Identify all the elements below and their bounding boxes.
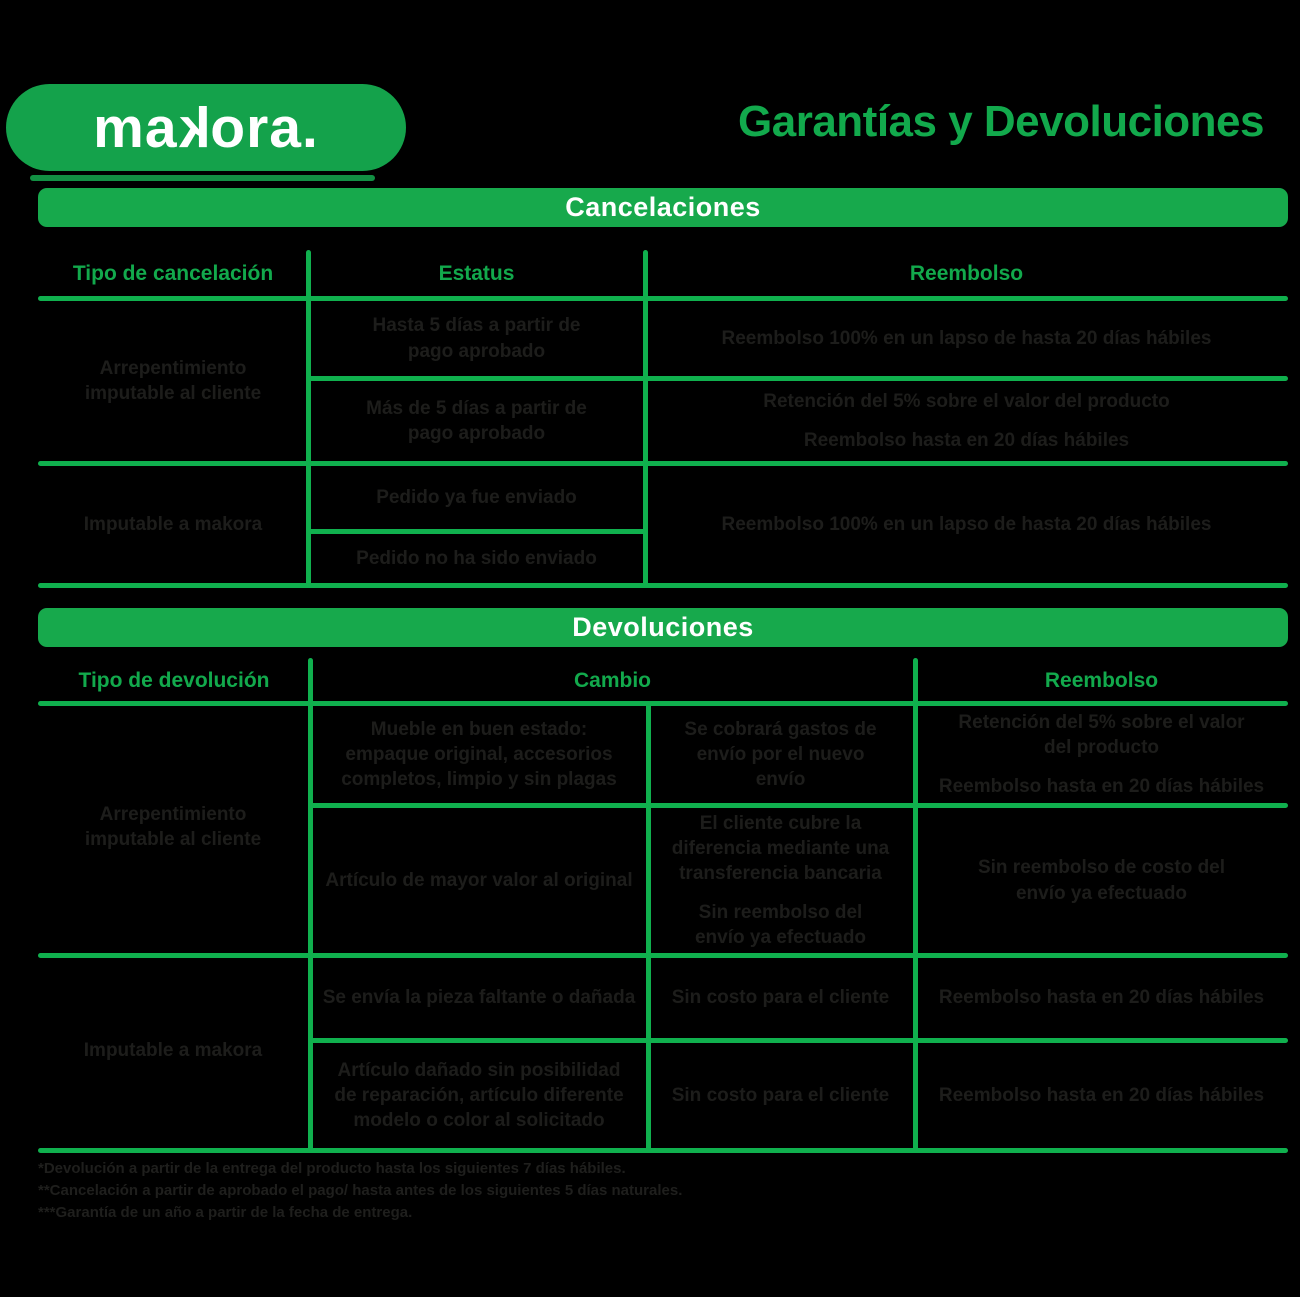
cancel-row2-estatus: Más de 5 días a partir de pago aprobado bbox=[366, 397, 587, 444]
devol-col-header-reembolso: Reembolso bbox=[1044, 669, 1159, 692]
devol-row3-reembolso: Reembolso hasta en 20 días hábiles bbox=[938, 987, 1265, 1009]
cancel-row1-reembolso: Reembolso 100% en un lapso de hasta 20 días hábiles bbox=[721, 327, 1212, 349]
divider bbox=[38, 583, 1288, 588]
cancel-col-header-estatus: Estatus bbox=[438, 262, 515, 285]
devol-row3-cambio: Sin costo para el cliente bbox=[671, 987, 890, 1009]
section-bar-cancelaciones bbox=[38, 188, 1288, 227]
footnote-cancelacion: **Cancelación a partir de aprobado el pago/ hasta antes de los siguientes 5 días naturales. bbox=[38, 1182, 683, 1199]
makora-logo bbox=[6, 84, 406, 171]
devol-row4-cambio: Sin costo para el cliente bbox=[671, 1084, 890, 1106]
cancel-col-header-tipo: Tipo de cancelación bbox=[72, 262, 274, 285]
devol-row4-condicion: Artículo dañado sin posibilidad de reparación, artículo diferente modelo o color al solicitado bbox=[334, 1059, 624, 1132]
page-title: Garantías y Devoluciones bbox=[738, 97, 1264, 146]
devol-group2-label: Imputable a makora bbox=[83, 1039, 263, 1061]
cancel-row2-reembolso: Retención del 5% sobre el valor del producto Reembolso hasta en 20 días hábiles bbox=[763, 390, 1170, 451]
divider bbox=[308, 658, 313, 1153]
devol-row2-condicion: Artículo de mayor valor al original bbox=[325, 869, 633, 891]
logo-underline bbox=[30, 175, 375, 181]
devol-col-header-cambio: Cambio bbox=[573, 669, 651, 692]
footnote-garantia: ***Garantía de un año a partir de la fecha de entrega. bbox=[38, 1204, 413, 1221]
cancel-group2-reembolso: Reembolso 100% en un lapso de hasta 20 días hábiles bbox=[721, 513, 1212, 535]
logo-text-pre: ma bbox=[93, 95, 178, 160]
logo-text-post: ora. bbox=[210, 95, 319, 160]
footnote-devolucion: *Devolución a partir de la entrega del producto hasta los siguientes 7 días hábiles. bbox=[38, 1160, 626, 1177]
cancel-row4-estatus: Pedido no ha sido enviado bbox=[356, 547, 597, 569]
cancel-row1-estatus: Hasta 5 días a partir de pago aprobado bbox=[372, 315, 581, 362]
devol-row1-reembolso: Retención del 5% sobre el valor del producto Reembolso hasta en 20 días hábiles bbox=[938, 711, 1265, 798]
devol-col-header-tipo: Tipo de devolución bbox=[78, 669, 270, 692]
logo-text-k: k bbox=[177, 95, 211, 160]
section-title-cancelaciones: Cancelaciones bbox=[565, 192, 761, 222]
devol-row1-condicion: Mueble en buen estado: empaque original, accesorios completos, limpio y sin plagas bbox=[341, 718, 617, 791]
cancel-group2-label: Imputable a makora bbox=[83, 513, 263, 535]
section-bar-devoluciones bbox=[38, 608, 1288, 647]
cancel-group1-label: Arrepentimiento imputable al cliente bbox=[84, 357, 262, 404]
cancel-col-header-reembolso: Reembolso bbox=[909, 262, 1024, 285]
divider bbox=[643, 250, 648, 588]
divider bbox=[38, 1148, 1288, 1153]
divider bbox=[646, 701, 651, 1153]
devol-group1-label: Arrepentimiento imputable al cliente bbox=[84, 803, 262, 850]
devol-row3-condicion: Se envía la pieza faltante o dañada bbox=[322, 987, 636, 1009]
devol-row2-reembolso: Sin reembolso de costo del envío ya efectuado bbox=[977, 857, 1226, 904]
divider bbox=[913, 658, 918, 1153]
devol-row4-reembolso: Reembolso hasta en 20 días hábiles bbox=[938, 1084, 1265, 1106]
devol-row1-cambio: Se cobrará gastos de envío por el nuevo envío bbox=[684, 718, 877, 791]
section-title-devoluciones: Devoluciones bbox=[572, 612, 754, 642]
divider bbox=[306, 250, 311, 588]
cancel-row3-estatus: Pedido ya fue enviado bbox=[376, 486, 577, 508]
devol-row2-cambio: El cliente cubre la diferencia mediante una transferencia bancaria Sin reembolso del envío ya efectuado bbox=[671, 812, 890, 949]
